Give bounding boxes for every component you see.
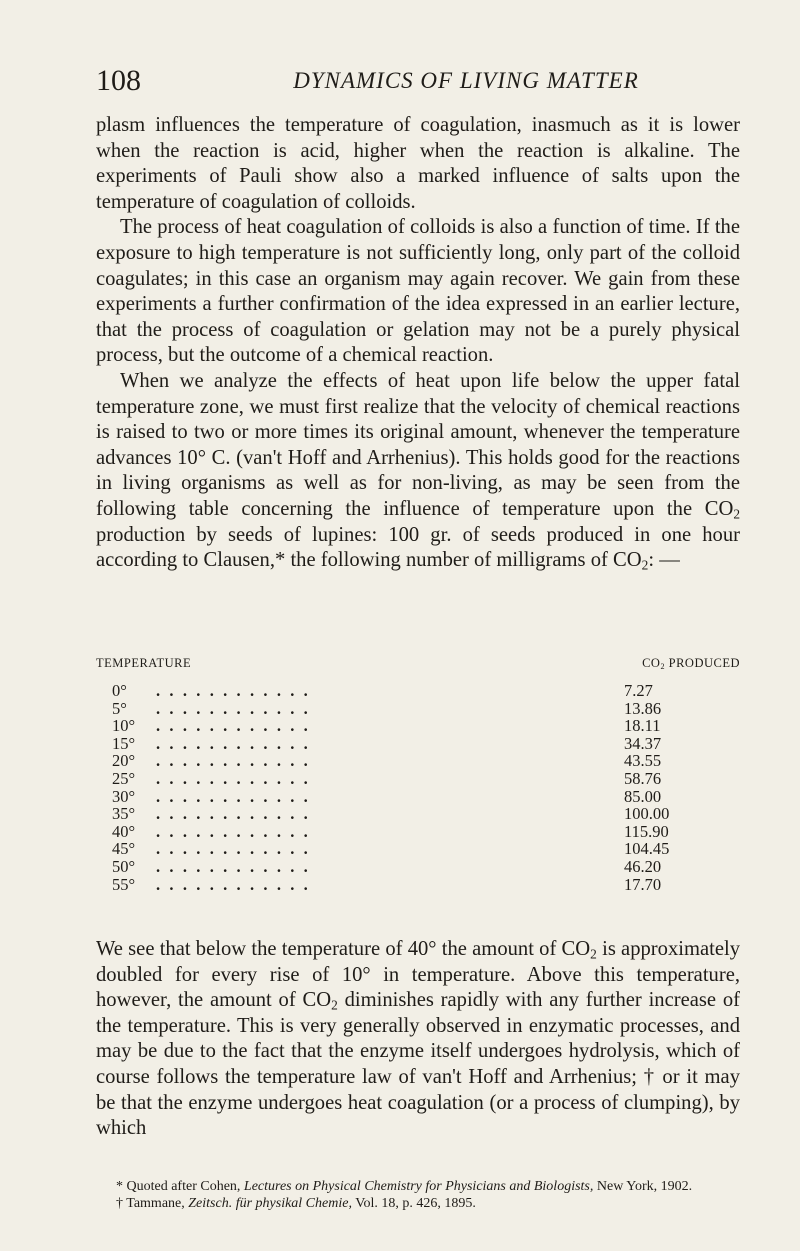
table-row [96,735,740,753]
dot-leader: ............ [156,787,318,806]
page-number: 108 [96,64,141,97]
co2-value-cell: 58.76 [624,768,662,788]
paragraph-4-text-a: We see that below the temperature of 40° the amount of CO [96,938,591,960]
paragraph-3-text-a: When we analyze the effects of heat upon life below the upper fatal temperature zone, we must first realize that the velocity of chemical reactions is raised to two or more times its original amount, whenever the temperature advances 10° C. (van't Hoff and Arrhenius). This holds good for the reactions in living organisms as well as for non-living, as may be seen from the following table concerning the influence of temperature upon the CO [96,369,740,520]
footnote-1-title: Lectures on Physical Chemistry for Physicians and Biologists, [243,1179,594,1194]
paragraph-4-text-b: is approximately doubled for every rise of 10° in temperature. Above this temperature, however, the amount of CO [96,938,741,1012]
co2-value-cell: 18.11 [624,716,661,736]
subscript-2: 2 [590,946,597,962]
footnote-2-text-b: Vol. 18, p. 426, 1895. [351,1196,476,1211]
table-row [96,858,740,876]
dot-leader: ............ [156,840,318,858]
dot-leader: ............ [156,857,318,876]
temperature-cell: 55° [112,874,136,894]
temperature-cell: 0° [112,681,127,700]
temperature-cell: 10° [112,716,136,736]
temperature-cell: 45° [112,839,136,859]
dot-leader: ............ [156,699,318,718]
subscript-2: 2 [641,557,649,573]
table-row [96,876,740,894]
co2-value-cell: 100.00 [624,804,670,824]
co2-column-header [642,656,740,671]
temperature-cell: 15° [112,733,136,753]
temperature-cell: 25° [112,768,136,788]
subscript-2: 2 [331,997,338,1013]
table-rows [96,682,740,893]
paragraph-3-text-c: : — [648,549,680,572]
temperature-cell: 5° [112,698,127,718]
temperature-cell: 40° [112,821,136,841]
co2-value-cell: 34.37 [624,733,662,753]
dot-leader: ............ [156,734,318,753]
co2-value-cell: 104.45 [624,839,670,859]
table-row [96,700,740,718]
co2-value-cell: 7.27 [624,681,653,700]
co2-table [96,656,740,894]
paragraph-2: The process of heat coagulation of colloids is also a function of time. If the exposure to high temperature is not sufficiently long, only part of the colloid coagulates; in this case an organism may again recover. We gain from these experiments a further confirmation of the idea expressed in an earlier lecture, that the process of coagulation or gelation may not be a purely physical process, but the outcome of a chemical reaction. [96,216,740,367]
co2-value-cell: 46.20 [624,856,662,876]
footnote-1-text-a: * Quoted after Cohen, [116,1179,244,1194]
dot-leader: ............ [156,717,318,735]
running-title: DYNAMICS OF LIVING MATTER [293,68,639,93]
temperature-cell: 50° [112,856,136,876]
body-text-upper [96,113,740,574]
co2-value-cell: 85.00 [624,786,662,806]
co2-value-cell: 43.55 [624,751,662,771]
co2-value-cell: 115.90 [624,821,669,841]
subscript-2: 2 [660,662,665,672]
table-row [96,717,740,735]
footnote-2 [96,1195,740,1212]
co2-value-cell: 17.70 [624,874,662,894]
table-row [96,805,740,823]
footnotes [96,1178,740,1212]
dot-leader: ............ [156,805,318,823]
table-row [96,788,740,806]
paragraph-3 [96,369,740,574]
table-row [96,823,740,841]
footnote-1-text-b: New York, 1902. [593,1179,693,1194]
produced-header-text: PRODUCED [665,656,740,670]
table-row [96,840,740,858]
paragraph-4 [96,937,740,1142]
footnote-1 [96,1178,740,1195]
table-row [96,752,740,770]
dot-leader: ............ [156,682,318,700]
paragraph-3-text-b: production by seeds of lupines: 100 gr. of seeds produced in one hour according to Clausen,* the following number of milligrams of CO [96,523,740,572]
table-header [96,656,740,682]
dot-leader: ............ [156,752,318,770]
page-header [96,64,736,104]
subscript-2: 2 [733,506,740,522]
dot-leader: ............ [156,875,318,894]
co2-header-text: CO [642,656,661,670]
footnote-2-title: Zeitsch. für physikal Chemie, [188,1196,352,1211]
dot-leader: ............ [156,822,318,841]
table-row [96,682,740,700]
dot-leader: ............ [156,769,318,788]
co2-value-cell: 13.86 [624,698,662,718]
footnote-2-text-a: † Tammane, [116,1196,189,1211]
paragraph-4-text-c: diminishes rapidly with any further increase of the temperature. This is very generally observed in enzymatic processes, and may be due to the fact that the enzyme itself undergoes hydrolysis, which of course follows the temperature law of van't Hoff and Arrhenius; † or it may be that the enzyme undergoes heat coagulation (or a process of clumping), by which [96,989,740,1140]
table-row [96,770,740,788]
paragraph-1: plasm influences the temperature of coagulation, inasmuch as it is lower when the reaction is acid, higher when the reaction is alkaline. The experiments of Pauli show also a marked influence of salts upon the temperature of coagulation of colloids. [96,114,740,213]
temperature-cell: 20° [112,751,136,771]
temperature-cell: 30° [112,786,136,806]
temperature-cell: 35° [112,804,136,824]
temperature-column-header: TEMPERATURE [96,656,192,670]
body-text-lower [96,937,740,1142]
